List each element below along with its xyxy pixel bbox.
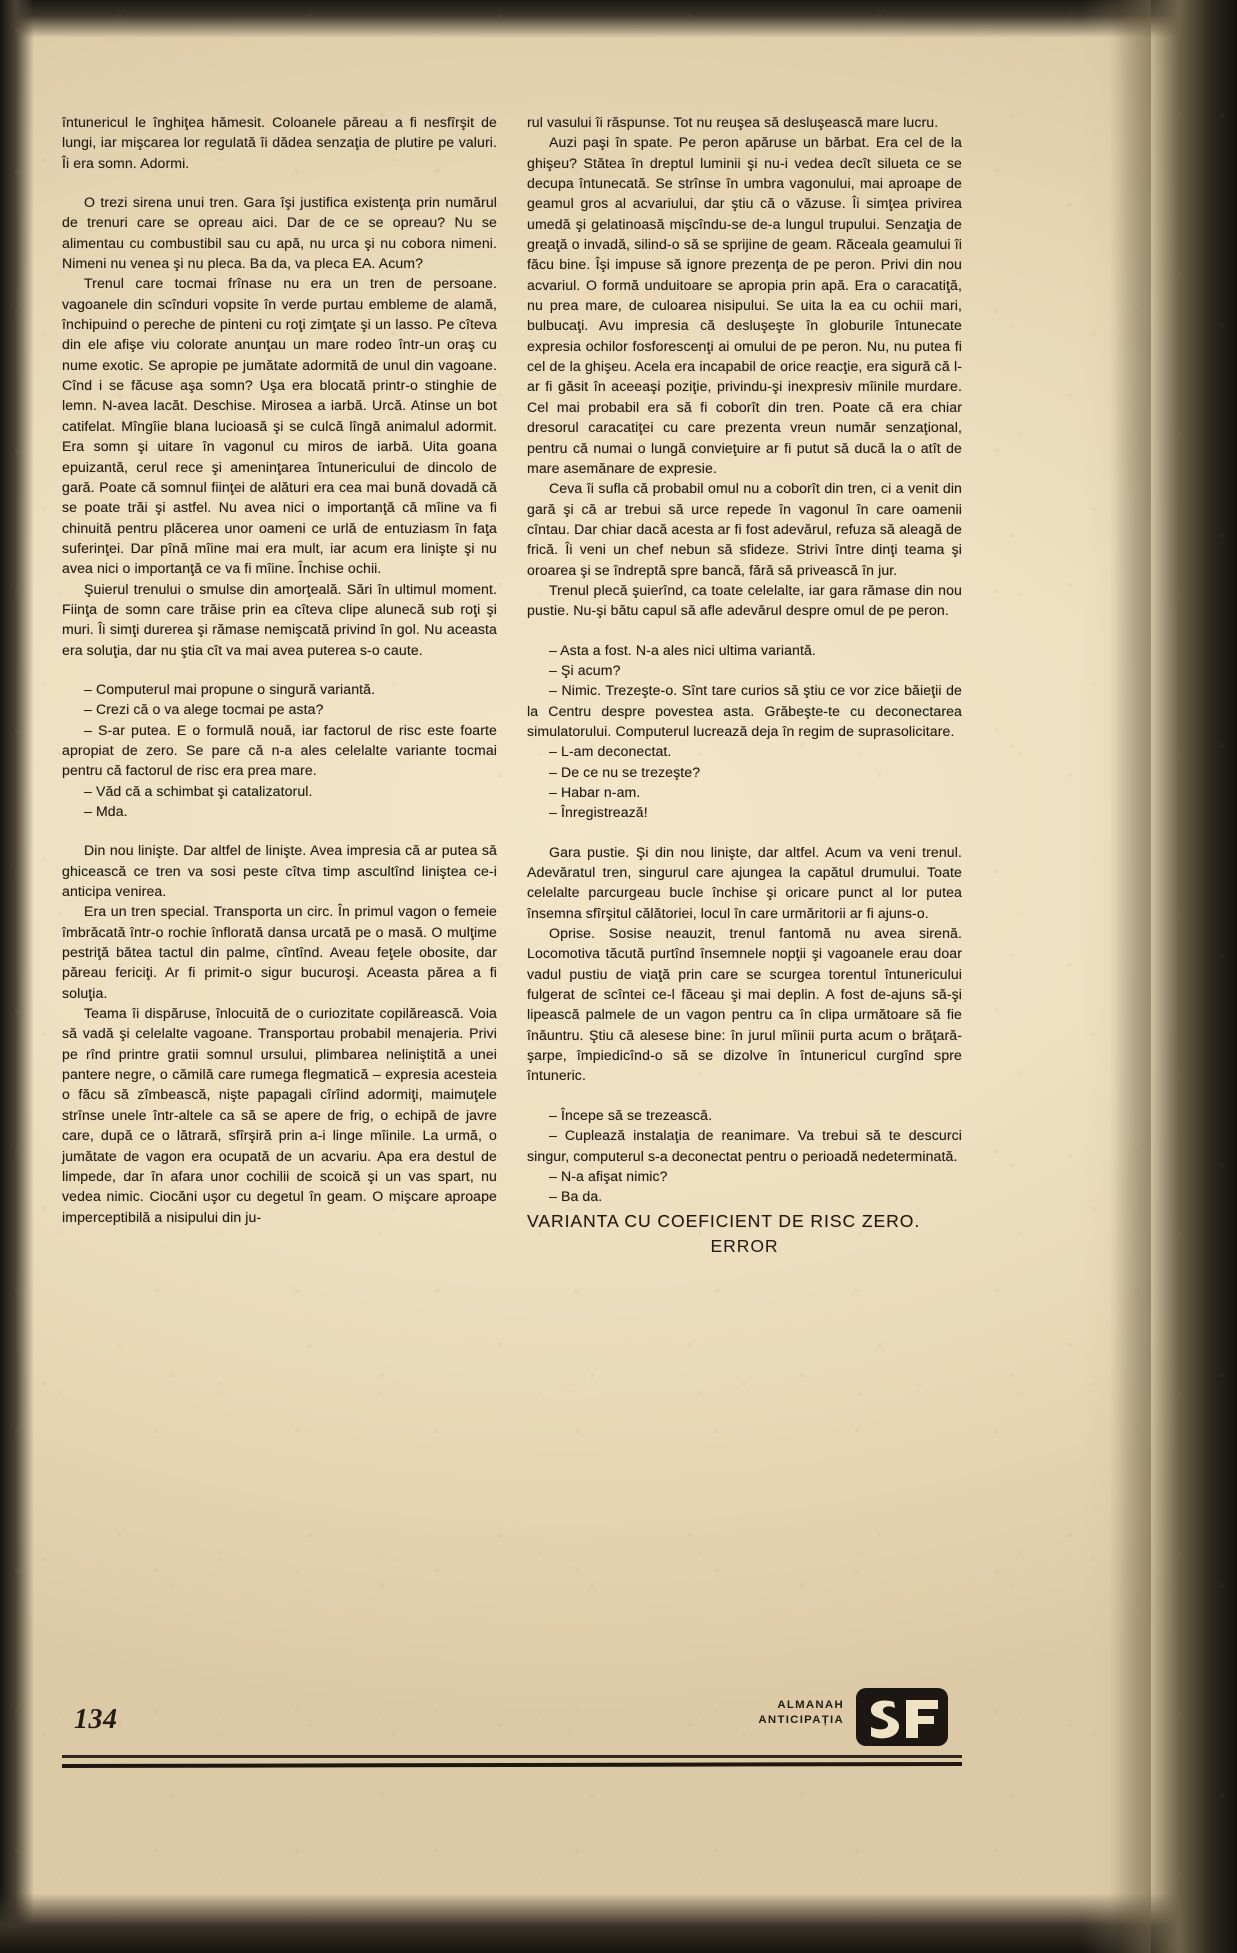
dialogue-line: – Ba da. bbox=[549, 1188, 603, 1205]
footer-rules bbox=[62, 1755, 962, 1767]
imprint-line-almanah: ALMANAH bbox=[777, 1699, 844, 1711]
dialogue-line: – N-a afişat nimic? bbox=[549, 1167, 668, 1184]
page-number: 134 bbox=[74, 1704, 118, 1735]
paragraph: Din nou linişte. Dar altfel de linişte. Avea impresia că ar putea să ghicească ce tren va sosi peste cîtva timp ascultînd liniştea ce-i anticipa venirea. bbox=[62, 842, 497, 900]
dialogue-line: – Asta a fost. N-a ales nici ultima variantă. bbox=[549, 641, 816, 658]
imprint-block bbox=[758, 1698, 844, 1728]
dialogue-line: – Crezi că o va alege tocmai pe asta? bbox=[84, 701, 324, 718]
dialogue-line: – Şi acum? bbox=[549, 661, 621, 678]
dialogue-line: – Nimic. Trezeşte-o. Sînt tare curios să ştiu ce vor zice băieţii de la Centru despre povestea asta. Grăbeşte-te cu deconectarea simulatorului. Computerul lucrează deja în regim de suprasolicitare. bbox=[527, 682, 962, 739]
footer-rule-top bbox=[62, 1755, 962, 1758]
footer-rule-bottom bbox=[62, 1762, 962, 1768]
dialogue-line: – De ce nu se trezeşte? bbox=[549, 763, 701, 780]
scan-edge-left bbox=[0, 0, 34, 1953]
paragraph: rul vasului îi răspunse. Tot nu reuşea să desluşească mare lucru. bbox=[527, 114, 939, 130]
paragraph: Teama îi dispăruse, înlocuită de o curiozitate copilărească. Voia să vadă şi celelalte vagoane. Transportau probabil menajeria. Privi pe rînd printre gratii somnul ursului, plimbarea neliniştită a unei pantere negre, o cămilă care rumega flegmatică – expresia acesteia o făcu să zîmbească, nişte papagali cîrîind adormiţi, maimuţele strînse unele într-altele ca să se apere de frig, o echipă de javre care, după ce o lătrară, sfîrşiră prin a-i linge mîinile. La urmă, o jumătate de vagon era ocupată de un acvariu. Apa era destul de limpede, dar în afara unor cochilii de scoică şi un vas spart, nu vedea nimic. Ciocăni uşor cu degetul în geam. O mişcare aproape imperceptibilă a nisipului din ju- bbox=[62, 1005, 497, 1225]
error-line: ERROR bbox=[710, 1235, 779, 1256]
imprint-line-anticipatia: ANTICIPAȚIA bbox=[758, 1714, 844, 1726]
paragraph: Trenul plecă şuierînd, ca toate celelalte, iar gara rămase din nou pustie. Nu-şi bătu capul să afle adevărul despre omul de pe peron. bbox=[527, 581, 962, 619]
page-content bbox=[62, 112, 962, 1872]
left-column bbox=[62, 112, 497, 1227]
dialogue-line: – S-ar putea. E o formulă nouă, iar factorul de risc este foarte apropiat de zero. Se pare că n-a ales celelalte variante tocmai pentru că factorul de risc era prea mare. bbox=[62, 721, 497, 779]
paragraph: O trezi sirena unui tren. Gara îşi justifica existenţa prin numărul de trenuri care se opreau aici. Dar de ce se opreau? Nu se alimentau cu combustibil sau cu apă, nu urca şi nu cobora nimeni. Nimeni nu venea şi nu pleca. Ba da, va pleca EA. Acum? bbox=[62, 194, 497, 272]
paragraph: întunericul le înghiţea hămesit. Coloanele păreau a fi nesfîrşit de lungi, iar mişcarea lor regulată îi dădea senzaţia de plutire pe valuri. Îi era somn. Adormi. bbox=[62, 114, 497, 171]
variant-result-line: VARIANTA CU COEFICIENT DE RISC ZERO. bbox=[527, 1210, 921, 1231]
scan-edge-bottom bbox=[0, 1893, 1237, 1953]
sf-logo bbox=[854, 1686, 950, 1748]
dialogue-line: – Văd că a schimbat şi catalizatorul. bbox=[84, 782, 313, 799]
dialogue-line: – Cuplează instalaţia de reanimare. Va trebui să te descurci singur, computerul s-a deconectat pentru o perioadă nedeterminată. bbox=[527, 1127, 962, 1164]
dialogue-line: – Începe să se trezească. bbox=[549, 1106, 713, 1123]
scan-edge-top bbox=[0, 0, 1237, 38]
dialogue-line: – Computerul mai propune o singură variantă. bbox=[84, 680, 376, 697]
right-column bbox=[527, 112, 962, 1259]
dialogue-line: – Habar n-am. bbox=[549, 784, 641, 800]
paragraph: Gara pustie. Şi din nou linişte, dar altfel. Acum va veni trenul. Adevăratul tren, singurul care ajungea la capătul drumului. Toate celelalte parcurgeau bucle închise şi oricare punct al lor putea însemna sfîrşitul călătoriei, locul în care urmăritorii ar fi ajuns-o. bbox=[527, 843, 962, 921]
scan-edge-right bbox=[1117, 0, 1237, 1953]
dialogue-line: – L-am deconectat. bbox=[549, 743, 672, 760]
dialogue-line: – Înregistrează! bbox=[549, 804, 648, 821]
dialogue-line: – Mda. bbox=[84, 803, 128, 819]
paragraph: Auzi paşi în spate. Pe peron apăruse un bărbat. Era cel de la ghişeu? Stătea în dreptul luminii şi nu-i vedea decît silueta ce se decupa întunecată. Se strînse în umbra vagonului, mai aproape de geamul gros al acvariului, dar ştiu că o văzuse. Îi simţea privirea umedă şi gelatinoasă mişcîndu-se de-a lungul trupului. Senzaţia de greaţă o invadă, silind-o să se sprijine de geam. Răceala geamului îi făcu bine. Îşi impuse să ignore prezenţa de pe peron. Privi din nou acvariul. O formă unduitoare se apropia prin apă. Era o caracatiţă, nu prea mare, de culoarea nisipului. Se uita la ea cu ochii mari, bulbucaţi. Avu impresia că desluşeşte în globurile întunecate expresia ochilor fosforescenţi ai omului de pe peron. Nu, nu putea fi cel de la ghişeu. Acela era incapabil de orice reacţie, era sigură că l-ar fi găsit în aceeaşi poziţie, privindu-şi inexpresiv mîinile murdare. Cel mai probabil era să fi coborît din tren. Poate că era chiar dresorul caracatiţei cu care prezenta vreun număr senzaţional, pentru că numai o lungă convieţuire ar fi putut să ducă la o atît de mare asemănare de expresie. bbox=[527, 134, 962, 476]
two-column-body bbox=[62, 112, 962, 1259]
paragraph: Era un tren special. Transporta un circ. În primul vagon o femeie îmbrăcată într-o rochie înflorată dansa urcată pe o masă. O mulţime pestriţă bătea tactul din palme, cîntînd. Aveau feţele obosite, dar păreau fericiţi. Ar fi primit-o sigur bucuroşi. Aceasta părea a fi soluţia. bbox=[62, 903, 497, 1001]
paragraph: Şuierul trenului o smulse din amorţeală. Sări în ultimul moment. Fiinţa de somn care trăise prin ea cîteva clipe alunecă sub roţi şi muri. Îi simţi durerea şi rămase nemişcată privind în gol. Nu aceasta era soluţia, dar nu ştia cît va mai avea puterea s-o caute. bbox=[62, 580, 497, 658]
paragraph: Oprise. Sosise neauzit, trenul fantomă nu avea sirenă. Locomotiva tăcută purtînd însemnele nopţii şi vagoanele erau doar vadul pustiu de viaţă prin care se scurgea torentul întunericului fulgerat de scîntei ce-l făceau şi mai deplin. A fost de-ajuns să-şi lipească palmele de un vagon pentru ca în clipa următoare să fie înăuntru. Ştiu că alesese bine: în jurul mîinii purta acum o brăţară-şarpe, împiedicînd-o să se dizolve în întunericul curgînd spre întuneric. bbox=[527, 925, 962, 1084]
paragraph: Ceva îi sufla că probabil omul nu a coborît din tren, ci a venit din gară şi că ar trebui să urce repede în vagonul în care oamenii cîntau. Dar chiar dacă acesta ar fi fost adevărul, refuza să aleagă de frică. Îi veni un chef nebun să sfideze. Strivi între dinţi teama şi oroarea şi se îndreptă spre bancă, fără să privească în jur. bbox=[527, 480, 962, 578]
paragraph: Trenul care tocmai frînase nu era un tren de persoane. vagoanele din scînduri vopsite în verde purtau embleme de alamă, închipuind o pereche de pinteni cu roţi zimţate şi un lasso. Pe cîteva din ele afişe viu colorate anunţau un mare rodeo într-un oraş cu nume exotic. Se apropie pe jumătate adormită de unul din vagoane. Cînd i se făcuse aşa somn? Uşa era blocată printr-o stinghie de lemn. N-avea lacăt. Deschise. Mirosea a iarbă. Urcă. Atinse un bot catifelat. Mîngîie blana lucioasă şi se culcă lîngă animalul adormit. Era somn şi uitare în vagonul cu miros de iarbă. Uita goana epuizantă, cerul rece şi ameninţarea întunericului de dincolo de gară. Poate că somnul fiinţei de alături era cea mai bună dovadă că se poate trăi şi astfel. Nu avea nici o importanţă că mîine va fi chinuită pentru plăcerea unor oameni ce urlă de entuziasm în faţa suferinţei. Dar pînă mîine mai era mult, iar acum era linişte şi nu avea nici o importanţă ce va fi mîine. Închise ochii. bbox=[62, 275, 497, 577]
